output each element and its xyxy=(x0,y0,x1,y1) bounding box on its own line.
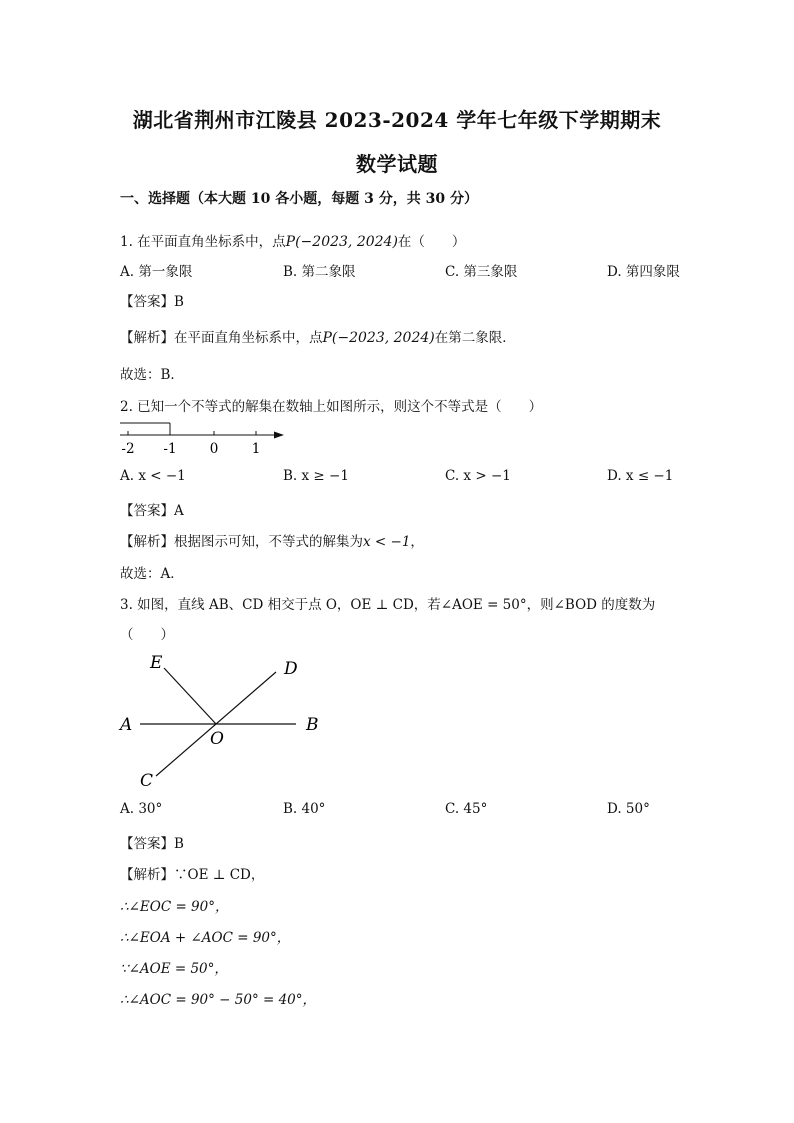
page-title: 湖北省荆州市江陵县 2023-2024 学年七年级下学期期末 xyxy=(132,108,662,132)
label-e: E xyxy=(150,653,163,673)
q2-option-b: B. x ≥ −1 xyxy=(283,468,349,484)
number-line-figure xyxy=(114,416,294,458)
q2-option-a: A. x < −1 xyxy=(120,468,186,484)
ray-oe xyxy=(164,668,216,724)
intersecting-lines-figure xyxy=(114,648,334,790)
q3-option-c: C. 45° xyxy=(445,801,488,817)
q1-analysis-suffix: 在第二象限． xyxy=(434,330,516,346)
q1-analysis-prefix: 【解析】在平面直角坐标系中，点 xyxy=(120,330,323,346)
q3-analysis-line-1: 【解析】∵OE ⊥ CD， xyxy=(120,867,265,883)
q3-option-b: B. 40° xyxy=(283,801,326,817)
label-a: A xyxy=(120,715,133,735)
q1-option-d: D. 第四象限 xyxy=(607,264,680,280)
q1-point: P(−2023, 2024) xyxy=(285,234,398,250)
axis-label-0: 0 xyxy=(209,441,219,457)
q3-analysis-line-3: ∴∠EOA + ∠AOC = 90°， xyxy=(120,930,291,946)
label-b: B xyxy=(306,715,319,735)
question-2-stem: 2. 已知一个不等式的解集在数轴上如图所示，则这个不等式是（ ） xyxy=(120,399,543,415)
q3-analysis-line-4: ∵∠AOE = 50°， xyxy=(120,961,228,977)
q2-analysis-suffix: ， xyxy=(410,534,424,550)
q3-option-d: D. 50° xyxy=(607,801,650,817)
page-subtitle: 数学试题 xyxy=(356,152,438,176)
q2-analysis-math: x < −1 xyxy=(363,534,411,550)
label-c: C xyxy=(140,771,154,790)
question-1-stem xyxy=(120,230,465,250)
axis-label-neg1: -1 xyxy=(163,441,177,457)
q1-answer: 【答案】B xyxy=(120,294,184,310)
q3-option-a: A. 30° xyxy=(120,801,163,817)
q1-option-a: A. 第一象限 xyxy=(120,264,193,280)
question-3-stem-cont: （ ） xyxy=(120,627,174,643)
label-d: D xyxy=(284,659,298,679)
q1-analysis xyxy=(120,326,516,346)
section-heading: 一、选择题（本大题 10 各小题，每题 3 分，共 30 分） xyxy=(120,191,478,207)
q2-conclusion: 故选：A． xyxy=(120,566,184,582)
q3-answer: 【答案】B xyxy=(120,836,184,852)
q2-analysis xyxy=(120,530,424,550)
q2-option-c: C. x > −1 xyxy=(445,468,511,484)
number-line-arrow xyxy=(274,432,284,439)
question-3-stem: 3. 如图，直线 AB、CD 相交于点 O，OE ⊥ CD，若∠AOE = 50°，则∠BOD 的度数为 xyxy=(120,597,656,613)
q2-analysis-prefix: 【解析】根据图示可知，不等式的解集为 xyxy=(120,534,363,550)
axis-label-1: 1 xyxy=(251,441,261,457)
q1-conclusion: 故选：B． xyxy=(120,367,184,383)
q2-option-d: D. x ≤ −1 xyxy=(607,468,674,484)
q1-analysis-point: P(−2023, 2024) xyxy=(322,330,435,346)
q1-stem-suffix: 在（ ） xyxy=(397,234,466,250)
q1-option-b: B. 第二象限 xyxy=(283,264,356,280)
q1-option-c: C. 第三象限 xyxy=(445,264,518,280)
q3-analysis-line-2: ∴∠EOC = 90°， xyxy=(120,899,229,915)
axis-label-neg2: -2 xyxy=(121,441,135,457)
q3-analysis-line-5: ∴∠AOC = 90° − 50° = 40°， xyxy=(120,992,317,1008)
q2-answer: 【答案】A xyxy=(120,503,184,519)
label-o: O xyxy=(210,729,224,749)
q1-stem-prefix: 1. 在平面直角坐标系中，点 xyxy=(120,234,286,250)
